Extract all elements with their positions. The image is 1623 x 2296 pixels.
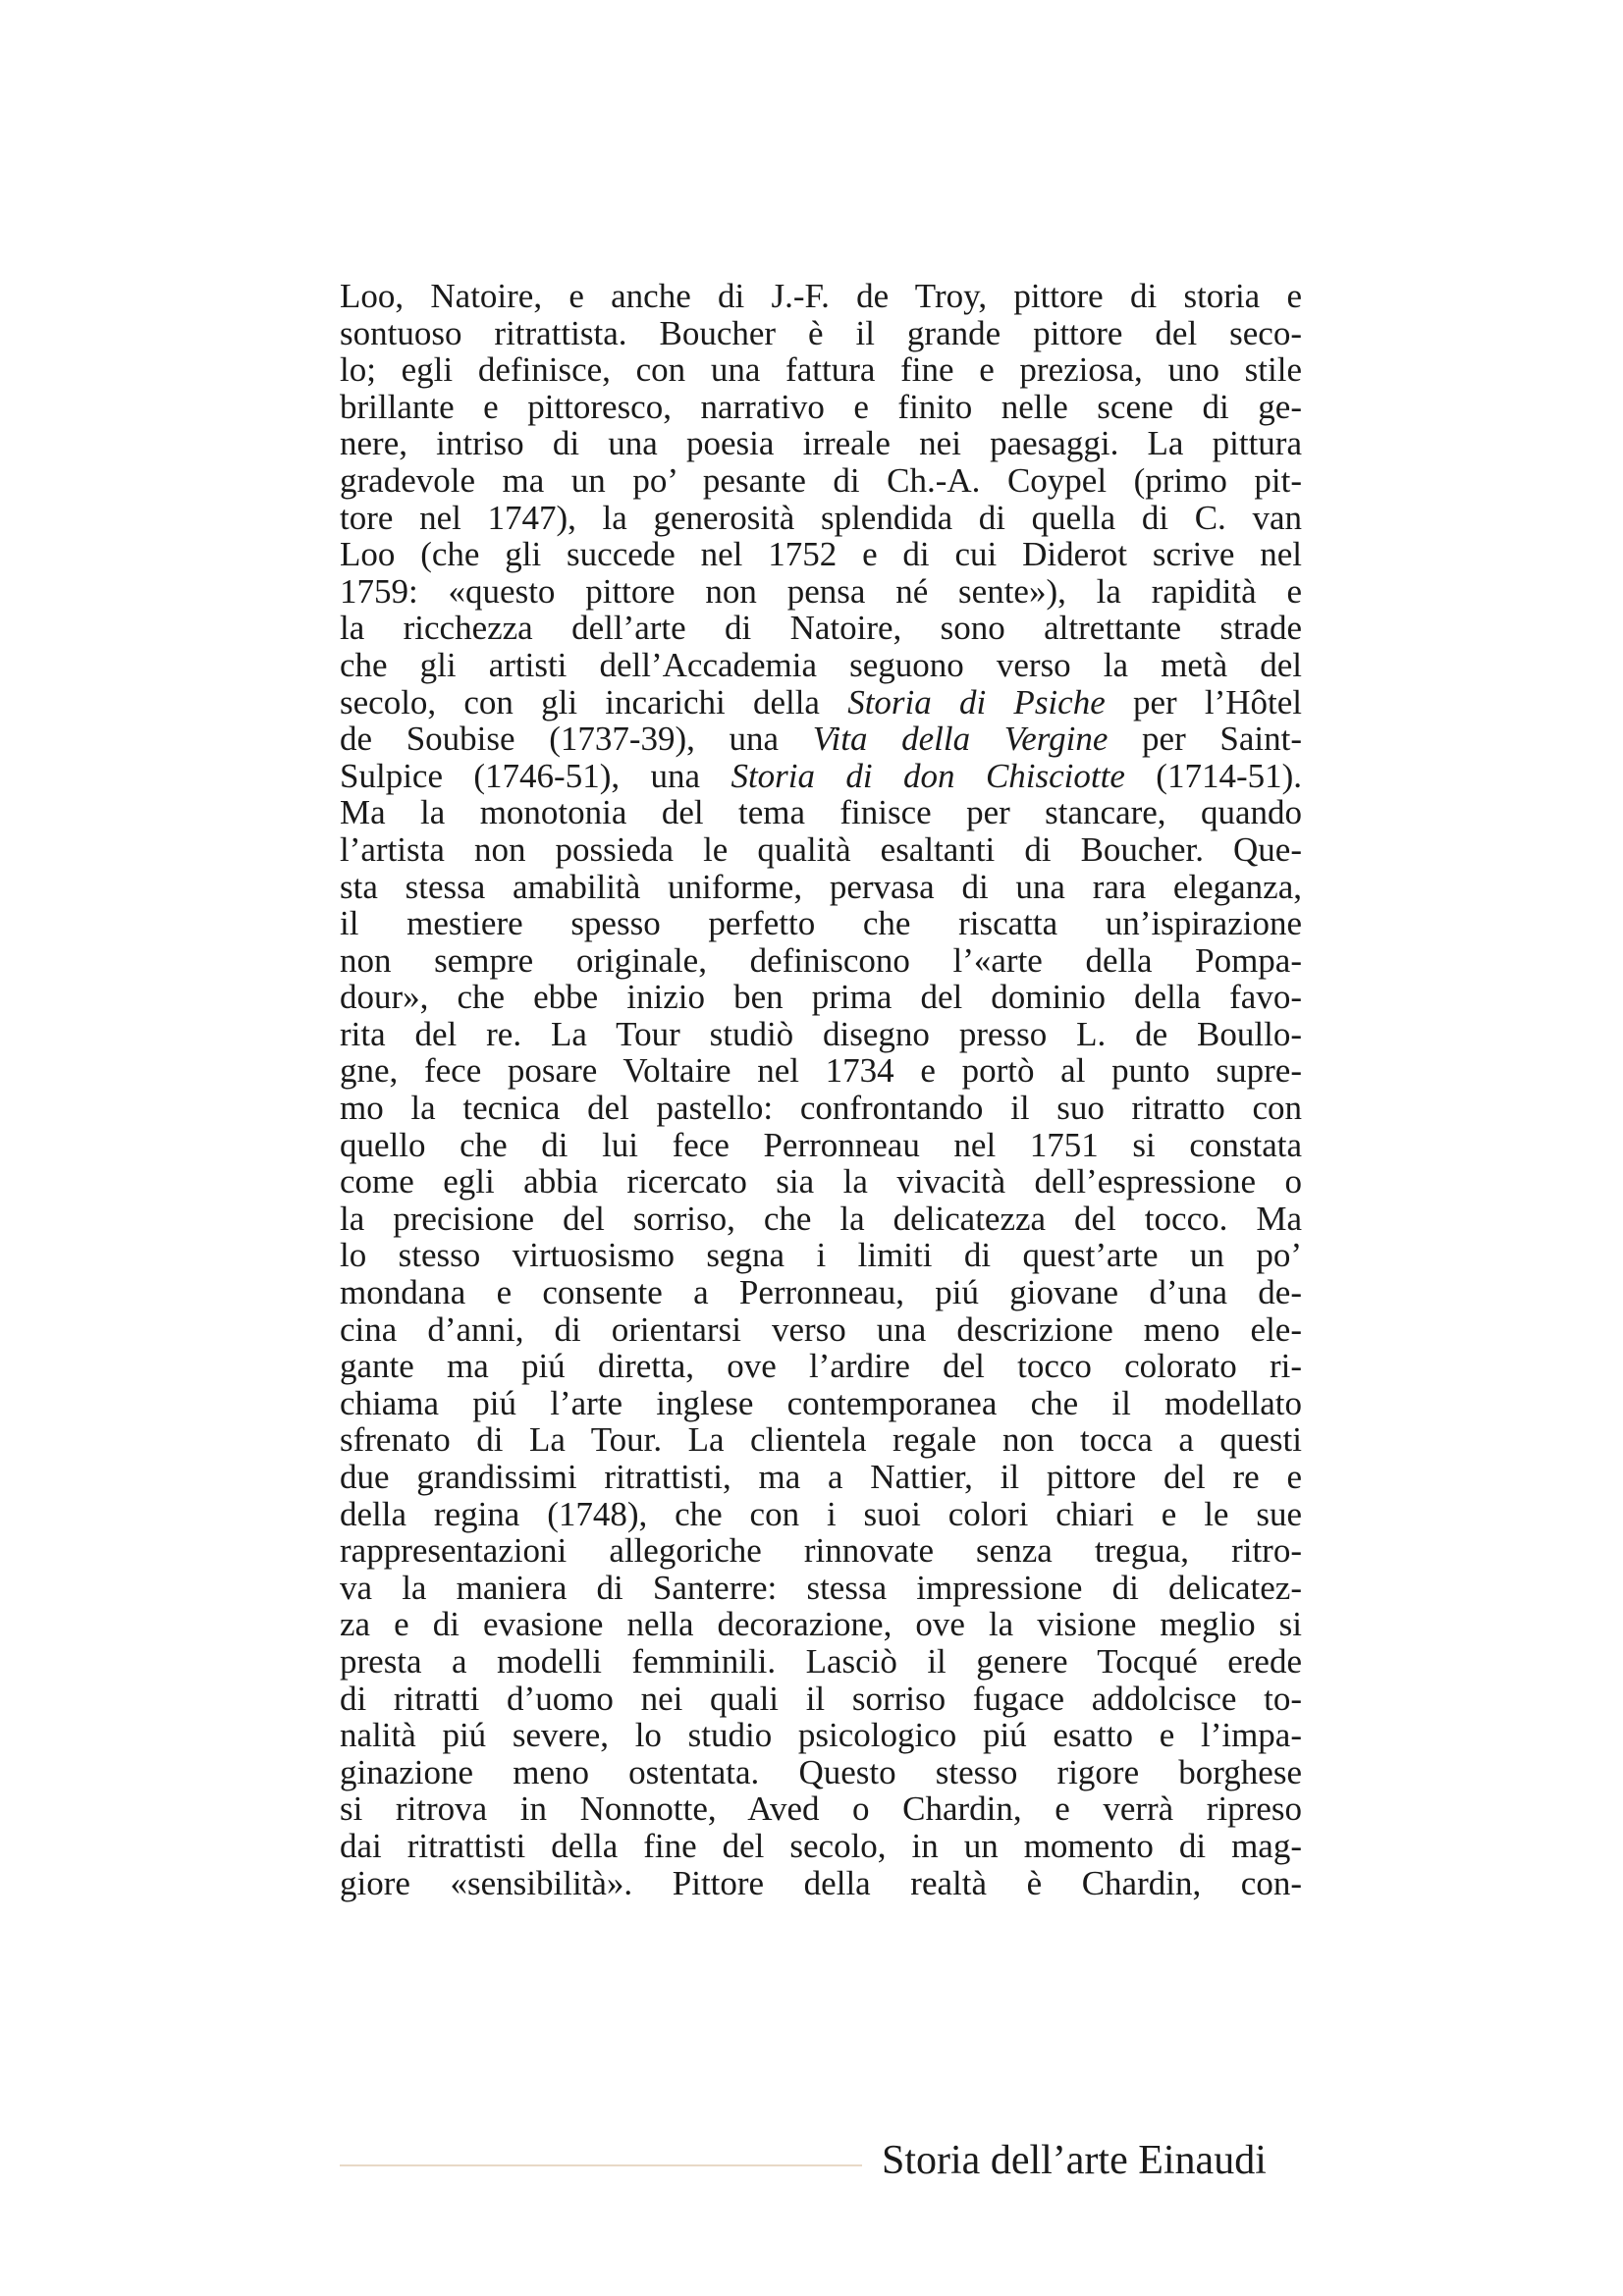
text-run: presta a modelli femminili. Lasciò il genere Tocqué erede [340,1641,1302,1681]
text-line [340,315,1302,352]
text-line [340,1459,1302,1496]
text-line [340,758,1302,795]
text-run: sfrenato di La Tour. La clientela regale non tocca a questi [340,1420,1302,1460]
text-line [340,500,1302,537]
body-text [340,278,1302,1901]
text-line [340,1606,1302,1643]
text-line [340,1865,1302,1902]
text-run: che gli artisti dell’Accademia seguono verso la metà del [340,645,1302,684]
footer-rule [340,2164,862,2166]
text-line [340,1790,1302,1828]
text-line [340,573,1302,611]
text-run: sontuoso ritrattista. Boucher è il grande pittore del seco- [340,313,1302,352]
text-run: gante ma piú diretta, ove l’ardire del tocco colorato ri- [340,1347,1302,1386]
text-line [340,351,1302,389]
text-line [340,1754,1302,1791]
footer-title: Storia dell’arte Einaudi [882,2138,1267,2183]
text-run: brillante e pittoresco, narrativo e finito nelle scene di ge- [340,387,1302,426]
text-run: nere, intriso di una poesia irreale nei paesaggi. La pittura [340,424,1302,463]
text-line [340,425,1302,462]
text-run: gne, fece posare Voltaire nel 1734 e portò al punto supre- [340,1051,1302,1091]
italic-title: Storia di Psiche [847,682,1106,721]
text-run: due grandissimi ritrattisti, ma a Nattier, il pittore del re e [340,1458,1302,1496]
text-run: il mestiere spesso perfetto che riscatta un’ispirazione [340,904,1302,943]
text-run: va la maniera di Santerre: stessa impressione di delicatez- [340,1568,1302,1607]
text-run: za e di evasione nella decorazione, ove la visione meglio si [340,1605,1302,1644]
text-run: come egli abbia ricercato sia la vivacità dell’espressione o [340,1162,1302,1201]
text-line [340,278,1302,315]
text-run: non sempre originale, definiscono l’«arte della Pompa- [340,940,1302,980]
text-line [340,1274,1302,1311]
text-run: dour», che ebbe inizio ben prima del dominio della favo- [340,978,1302,1017]
text-run: lo stesso virtuosismo segna i limiti di quest’arte un po’ [340,1236,1302,1275]
text-line [340,869,1302,906]
italic-title: Storia di don Chisciotte [730,756,1125,795]
italic-title: Vita della Vergine [812,720,1109,759]
text-run: per Saint- [1108,720,1302,759]
text-line [340,1348,1302,1385]
text-line [340,1385,1302,1422]
text-run: la ricchezza dell’arte di Natoire, sono altrettante strade [340,609,1302,648]
text-run: cina d’anni, di orientarsi verso una descrizione meno ele- [340,1309,1302,1349]
text-run: Sulpice (1746-51), una [340,756,731,795]
text-line [340,905,1302,942]
text-line [340,1311,1302,1349]
text-line [340,610,1302,647]
text-run: sta stessa amabilità uniforme, pervasa di una rara eleganza, [340,867,1302,906]
text-line [340,1052,1302,1090]
text-line [340,1237,1302,1274]
text-line [340,721,1302,758]
text-run: rappresentazioni allegoriche rinnovate senza tregua, ritro- [340,1531,1302,1571]
text-run: l’artista non possieda le qualità esaltanti di Boucher. Que- [340,829,1302,869]
text-line [340,1127,1302,1164]
text-line [340,1201,1302,1238]
text-line [340,1496,1302,1533]
text-line [340,647,1302,684]
text-line [340,1717,1302,1754]
text-line [340,1570,1302,1607]
text-line [340,1163,1302,1201]
text-run: lo; egli definisce, con una fattura fine e preziosa, uno stile [340,350,1302,390]
text-run: la precisione del sorriso, che la delicatezza del tocco. Ma [340,1199,1302,1238]
text-run: chiama piú l’arte inglese contemporanea che il modellato [340,1383,1302,1422]
text-line [340,684,1302,721]
text-line [340,389,1302,426]
text-line [340,1643,1302,1681]
text-line [340,536,1302,573]
text-run: giore «sensibilità». Pittore della realtà è Chardin, con- [340,1863,1302,1902]
text-line [340,1828,1302,1865]
text-run: nalità piú severe, lo studio psicologico piú esatto e l’impa- [340,1716,1302,1755]
text-run: mo la tecnica del pastello: confrontando il suo ritratto con [340,1089,1302,1128]
text-run: secolo, con gli incarichi della [340,682,848,721]
text-run: Ma la monotonia del tema finisce per stancare, quando [340,793,1302,832]
text-line [340,942,1302,980]
text-run: gradevole ma un po’ pesante di Ch.-A. Coypel (primo pit- [340,460,1302,500]
text-line [340,1090,1302,1127]
text-line [340,1532,1302,1570]
text-run: (1714-51). [1124,756,1303,795]
text-line [340,1016,1302,1053]
text-run: si ritrova in Nonnotte, Aved o Chardin, e verrà ripreso [340,1789,1302,1829]
text-run: Loo, Natoire, e anche di J.-F. de Troy, pittore di storia e [340,277,1302,315]
text-run: de Soubise (1737-39), una [340,720,813,759]
text-run: 1759: «questo pittore non pensa né sente»), la rapidità e [340,571,1302,611]
text-run: della regina (1748), che con i suoi colori chiari e le sue [340,1494,1302,1533]
text-line [340,979,1302,1016]
text-run: ginazione meno ostentata. Questo stesso rigore borghese [340,1752,1302,1791]
text-line [340,831,1302,869]
text-run: tore nel 1747), la generosità splendida di quella di C. van [340,498,1302,537]
text-line [340,1421,1302,1459]
text-run: di ritratti d’uomo nei quali il sorriso fugace addolcisce to- [340,1679,1302,1718]
text-run: rita del re. La Tour studiò disegno presso L. de Boullo- [340,1014,1302,1053]
text-run: Loo (che gli succede nel 1752 e di cui Diderot scrive nel [340,535,1302,574]
text-run: mondana e consente a Perronneau, piú giovane d’una de- [340,1273,1302,1312]
text-line [340,462,1302,500]
text-run: per l’Hôtel [1105,682,1302,721]
text-line [340,794,1302,831]
text-run: quello che di lui fece Perronneau nel 1751 si constata [340,1125,1302,1164]
text-line [340,1681,1302,1718]
text-run: dai ritrattisti della fine del secolo, in un momento di mag- [340,1826,1302,1865]
